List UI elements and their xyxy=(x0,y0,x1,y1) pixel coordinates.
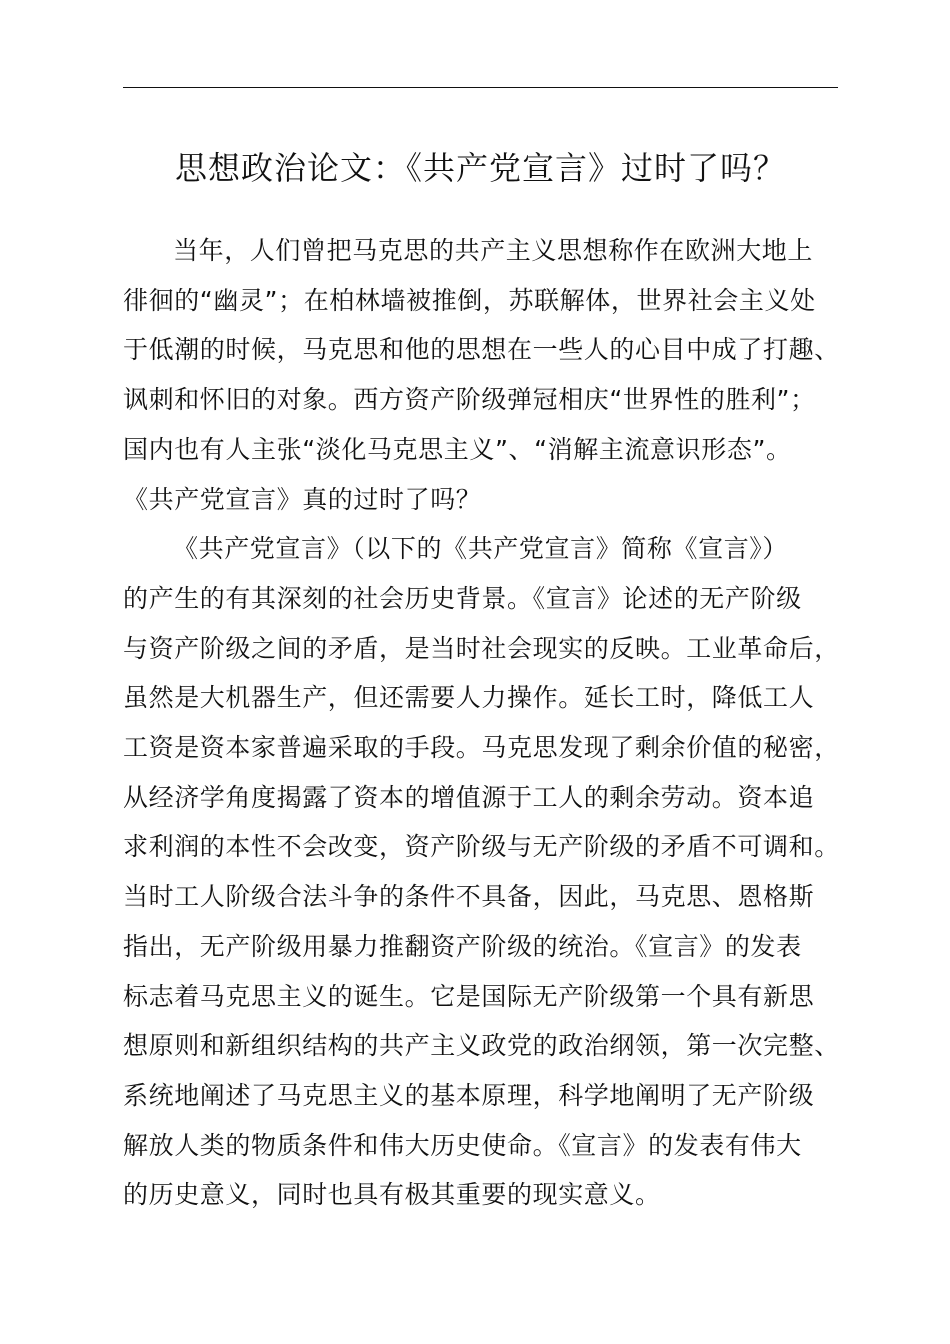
paragraph-line: 解放人类的物质条件和伟大历史使命。《宣言》的发表有伟大 xyxy=(123,1130,802,1160)
paragraph-line: 与资产阶级之间的矛盾，是当时社会现实的反映。工业革命后， xyxy=(123,633,840,663)
paragraph-2 xyxy=(123,524,853,1220)
paragraph-line: 工资是资本家普遍采取的手段。马克思发现了剩余价值的秘密， xyxy=(123,733,840,763)
paragraph-line: 求利润的本性不会改变，资产阶级与无产阶级的矛盾不可调和。 xyxy=(123,832,840,862)
paragraph-line: 当时工人阶级合法斗争的条件不具备，因此，马克思、恩格斯 xyxy=(123,882,815,912)
paragraph-line: 徘徊的“幽灵”；在柏林墙被推倒，苏联解体，世界社会主义处 xyxy=(123,285,816,315)
document-title: 思想政治论文：《共产党宣言》过时了吗？ xyxy=(174,149,786,187)
paragraph-line: 标志着马克思主义的诞生。它是国际无产阶级第一个具有新思 xyxy=(123,981,815,1011)
paragraph-line: 指出，无产阶级用暴力推翻资产阶级的统治。《宣言》的发表 xyxy=(123,931,802,961)
paragraph-line: 国内也有人主张“淡化马克思主义”、“消解主流意识形态”。 xyxy=(123,434,792,464)
header-rule xyxy=(123,87,838,88)
document-body xyxy=(123,226,853,1220)
paragraph-line: 的产生的有其深刻的社会历史背景。《宣言》论述的无产阶级 xyxy=(123,583,802,613)
paragraph-line: 《共产党宣言》（以下的《共产党宣言》简称《宣言》） xyxy=(173,534,789,564)
paragraph-line: 当年，人们曾把马克思的共产主义思想称作在欧洲大地上 xyxy=(173,236,814,265)
paragraph-line: 《共产党宣言》真的过时了吗？ xyxy=(123,484,482,514)
paragraph-line: 虽然是大机器生产，但还需要人力操作。延长工时，降低工人 xyxy=(123,683,815,713)
paragraph-line: 想原则和新组织结构的共产主义政党的政治纲领，第一次完整、 xyxy=(123,1031,840,1061)
paragraph-line: 的历史意义，同时也具有极其重要的现实意义。 xyxy=(123,1180,661,1210)
paragraph-line: 从经济学角度揭露了资本的增值源于工人的剩余劳动。资本追 xyxy=(123,782,815,812)
paragraph-line: 于低潮的时候，马克思和他的思想在一些人的心目中成了打趣、 xyxy=(123,335,840,365)
paragraph-line: 系统地阐述了马克思主义的基本原理，科学地阐明了无产阶级 xyxy=(123,1080,815,1110)
paragraph-1 xyxy=(123,226,853,524)
paragraph-line: 讽刺和怀旧的对象。西方资产阶级弹冠相庆“世界性的胜利”； xyxy=(123,385,816,415)
